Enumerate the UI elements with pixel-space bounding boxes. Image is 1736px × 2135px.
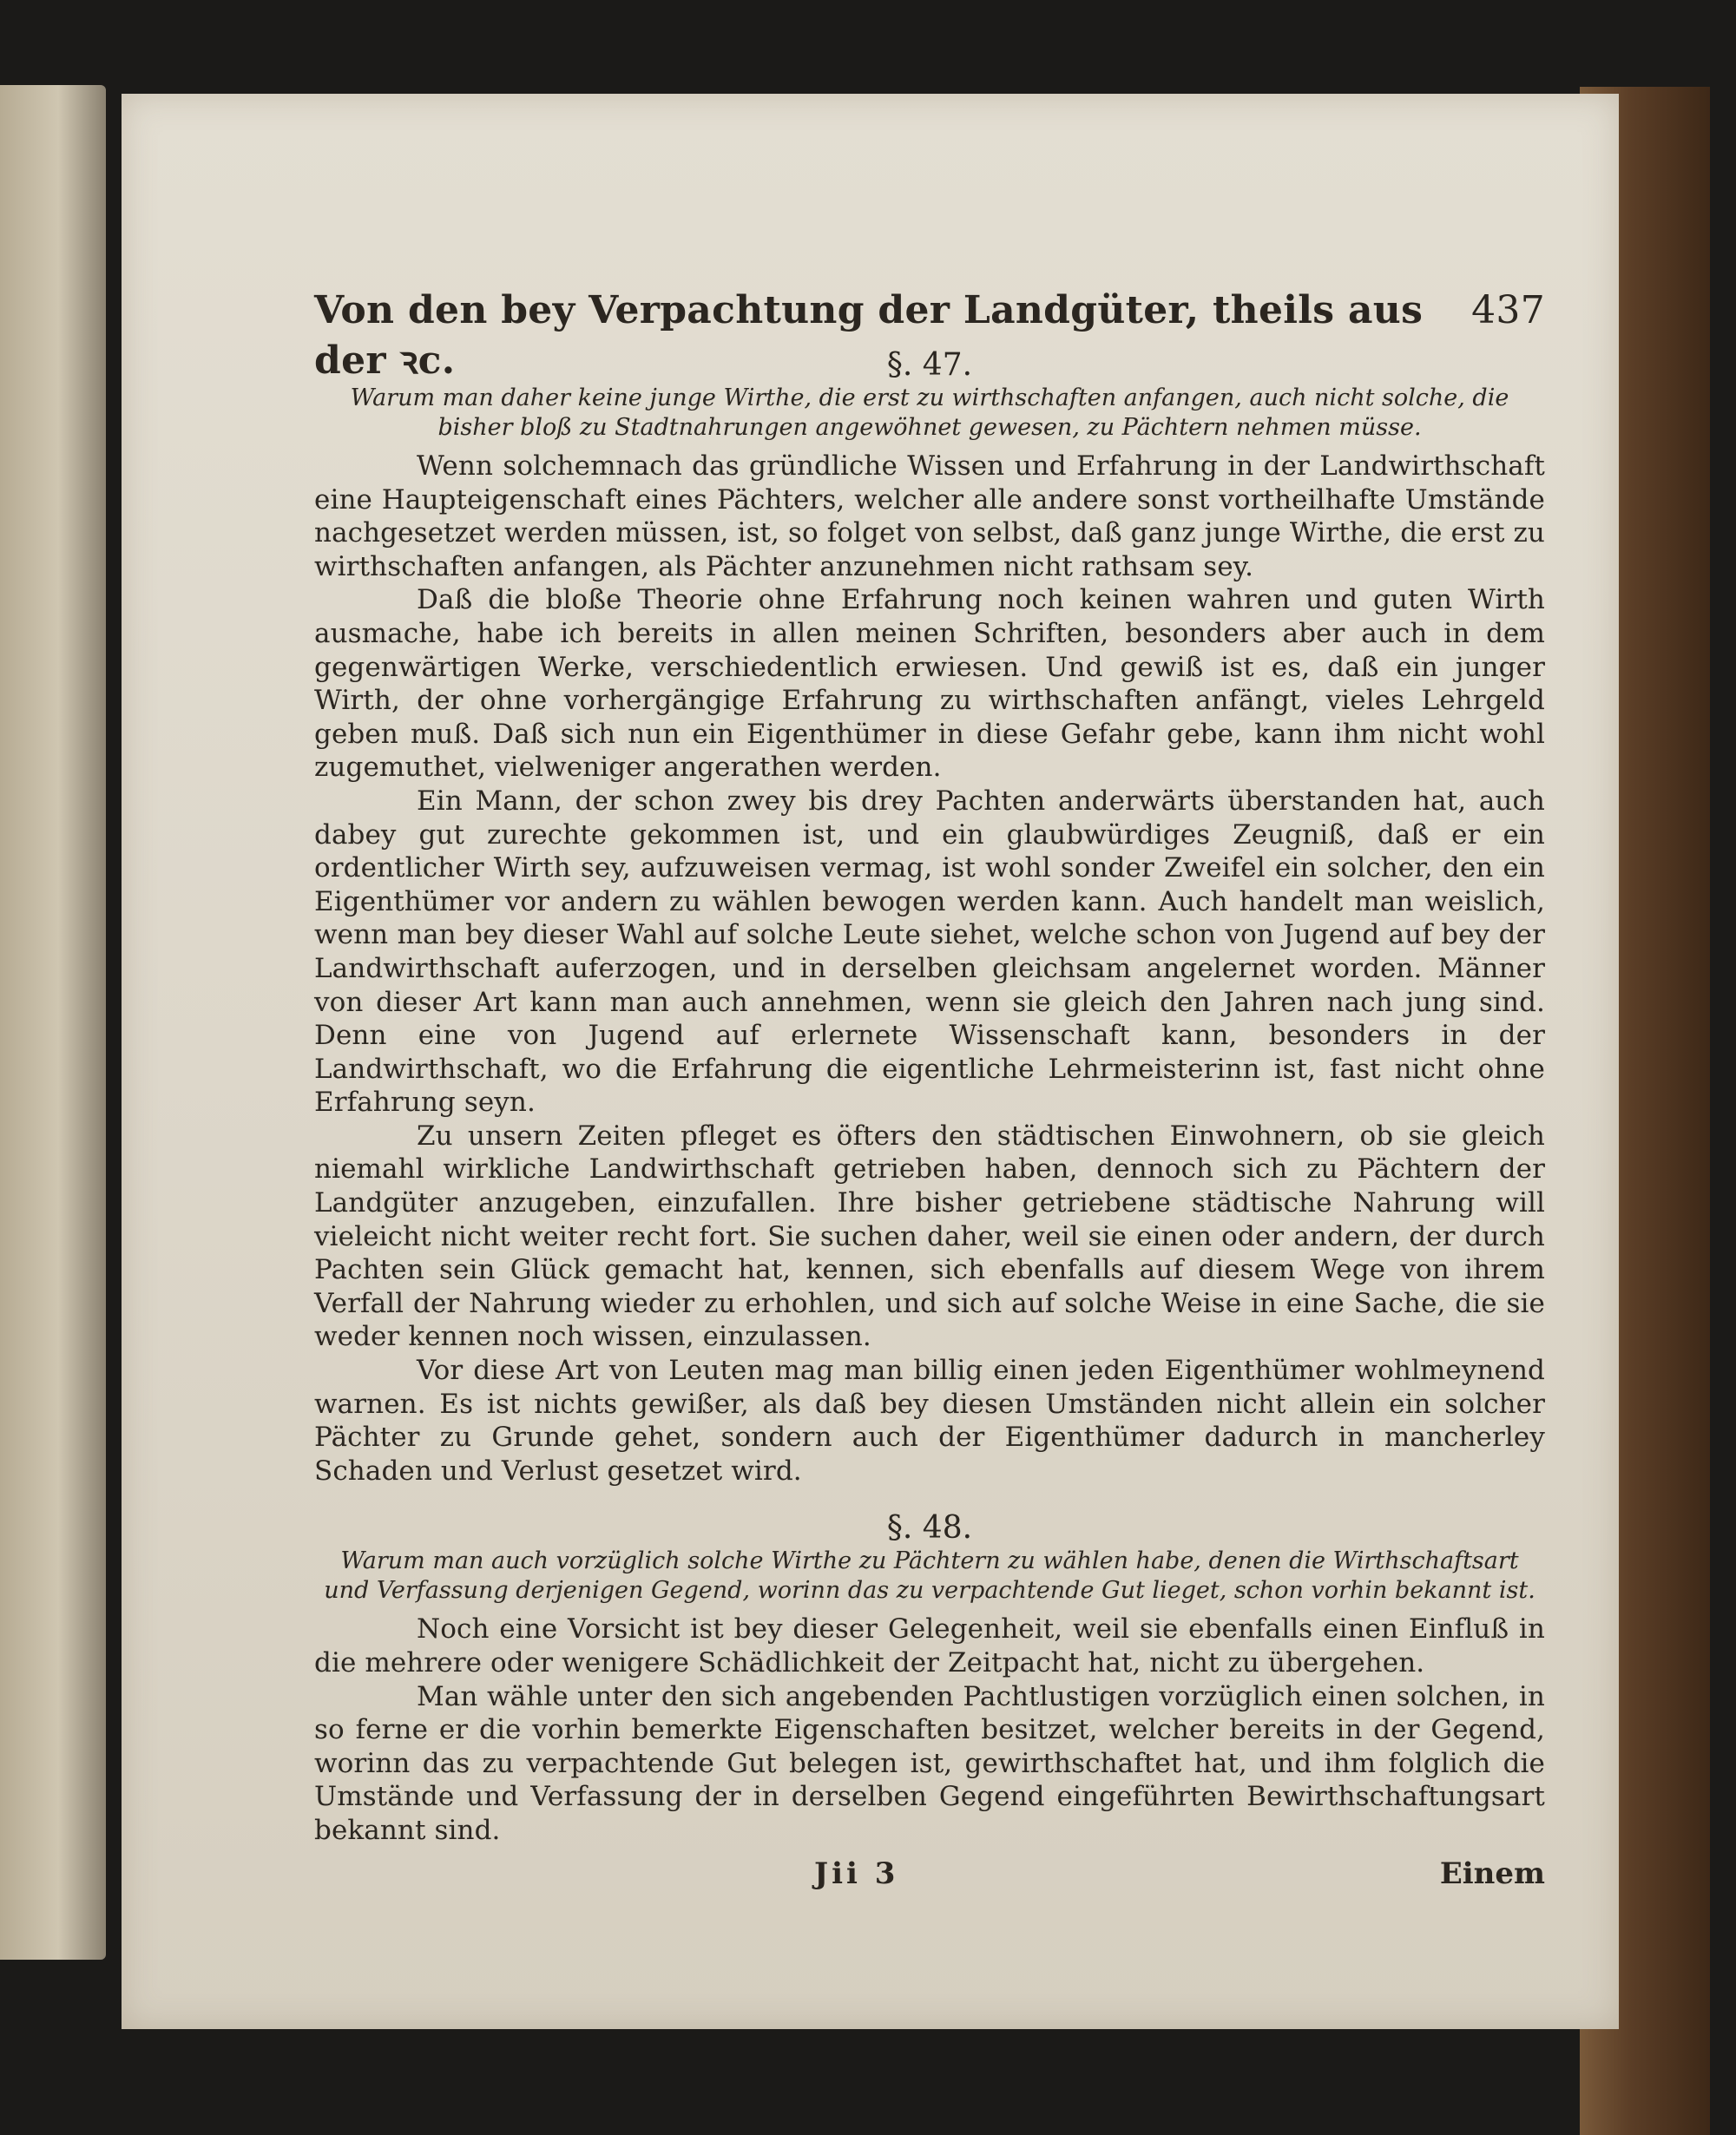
catchword: Einem — [1439, 1856, 1545, 1891]
text-block — [314, 288, 1545, 1891]
section-number: §. 47. — [886, 347, 973, 383]
section-number: §. 48. — [886, 1510, 973, 1547]
section-summary: Warum man daher keine junge Wirthe, die erst zu wirthschaften anfangen, auch nicht solche, die bisher bloß zu Stadtnahrungen angewöhnet gewesen, zu Pächtern nehmen müsse. — [350, 384, 1509, 441]
running-title: Von den bey Verpachtung der Landgüter, theils aus der ꝛc. — [314, 288, 1424, 383]
paragraph: Man wähle unter den sich angebenden Pachtlustigen vorzüglich einen solchen, in so ferne er die vorhin bemerkte Eigenschaften besitzet, welcher bereits in der Gegend, worinn das zu verpachtende Gut belegen ist, gewirthschaftet hat, und ihm folglich die Umstände und Verfassung der in derselben Gegend eingeführten Bewirthschaftungsart bekannt sind. — [314, 1680, 1545, 1846]
section-summary: Warum man auch vorzüglich solche Wirthe zu Pächtern zu wählen habe, denen die Wirthschaftsart und Verfassung derjenigen Gegend, worinn das zu verpachtende Gut lieget, schon vorhin bekannt ist. — [324, 1547, 1535, 1605]
signature-mark: Jii 3 — [814, 1856, 899, 1891]
paragraph: Vor diese Art von Leuten mag man billig einen jeden Eigenthümer wohlmeynend warnen. Es ist nichts gewißer, als daß bey diesen Umständen nicht allein ein solcher Pächter zu Grunde gehet, sondern auch der Eigenthümer dadurch in mancherley Schaden und Verlust gesetzet wird. — [314, 1355, 1545, 1487]
paragraph: Noch eine Vorsicht ist bey dieser Gelegenheit, weil sie ebenfalls einen Einfluß in die mehrere oder wenigere Schädlichkeit der Zeitpacht hat, nicht zu übergehen. — [314, 1613, 1545, 1678]
paragraph: Ein Mann, der schon zwey bis drey Pachten anderwärts überstanden hat, auch dabey gut zurechte gekommen ist, und ein glaubwürdiges Zeugniß, daß er ein ordentlicher Wirth sey, aufzuweisen vermag, ist wohl sonder Zweifel ein solcher, den ein Eigenthümer vor andern zu wählen bewogen werden kann. Auch handelt man weislich, wenn man bey dieser Wahl auf solche Leute siehet, welche schon von Jugend auf bey der Landwirthschaft auferzogen, und in derselben gleichsam angelernet worden. Männer von dieser Art kann man auch annehmen, wenn sie gleich den Jahren nach jung sind. Denn eine von Jugend auf erlernete Wissenschaft kann, besonders in der Landwirthschaft, wo die Erfahrung die eigentliche Lehrmeisterinn ist, fast nicht ohne Erfahrung seyn. — [314, 785, 1545, 1119]
facing-page-edge — [0, 85, 106, 1960]
page-footer — [314, 1856, 1545, 1891]
page-number: 437 — [1471, 288, 1545, 332]
paragraph: Zu unsern Zeiten pfleget es öfters den städtischen Einwohnern, ob sie gleich niemahl wirkliche Landwirthschaft getrieben haben, dennoch sich zu Pächtern der Landgüter anzugeben, einzufallen. Ihre bisher getriebene städtische Nahrung will vieleicht nicht weiter recht fort. Sie suchen daher, weil sie einen oder andern, der durch Pachten sein Glück gemacht hat, kennen, sich ebenfalls auf diesem Wege von ihrem Verfall der Nahrung wieder zu erhohlen, und sich auf solche Weise in eine Sache, die sie weder kennen noch wissen, einzulassen. — [314, 1120, 1545, 1353]
paragraph: Daß die bloße Theorie ohne Erfahrung noch keinen wahren und guten Wirth ausmache, habe ich bereits in allen meinen Schriften, besonders aber auch in dem gegenwärtigen Werke, verschiedentlich erwiesen. Und gewiß ist es, daß ein junger Wirth, der ohne vorhergängige Erfahrung zu wirthschaften anfängt, vieles Lehrgeld geben muß. Daß sich nun ein Eigenthümer in diese Gefahr gebe, kann ihm nicht wohl zugemuthet, vielweniger angerathen werden. — [314, 584, 1545, 784]
book-page — [122, 94, 1619, 2029]
paragraph: Wenn solchemnach das gründliche Wissen und Erfahrung in der Landwirthschaft eine Haupteigenschaft eines Pächters, welcher alle andere sonst vortheilhafte Umstände nachgesetzet werden müssen, ist, so folget von selbst, daß ganz junge Wirthe, die erst zu wirthschaften anfangen, als Pächter anzunehmen nicht rathsam sey. — [314, 450, 1545, 582]
